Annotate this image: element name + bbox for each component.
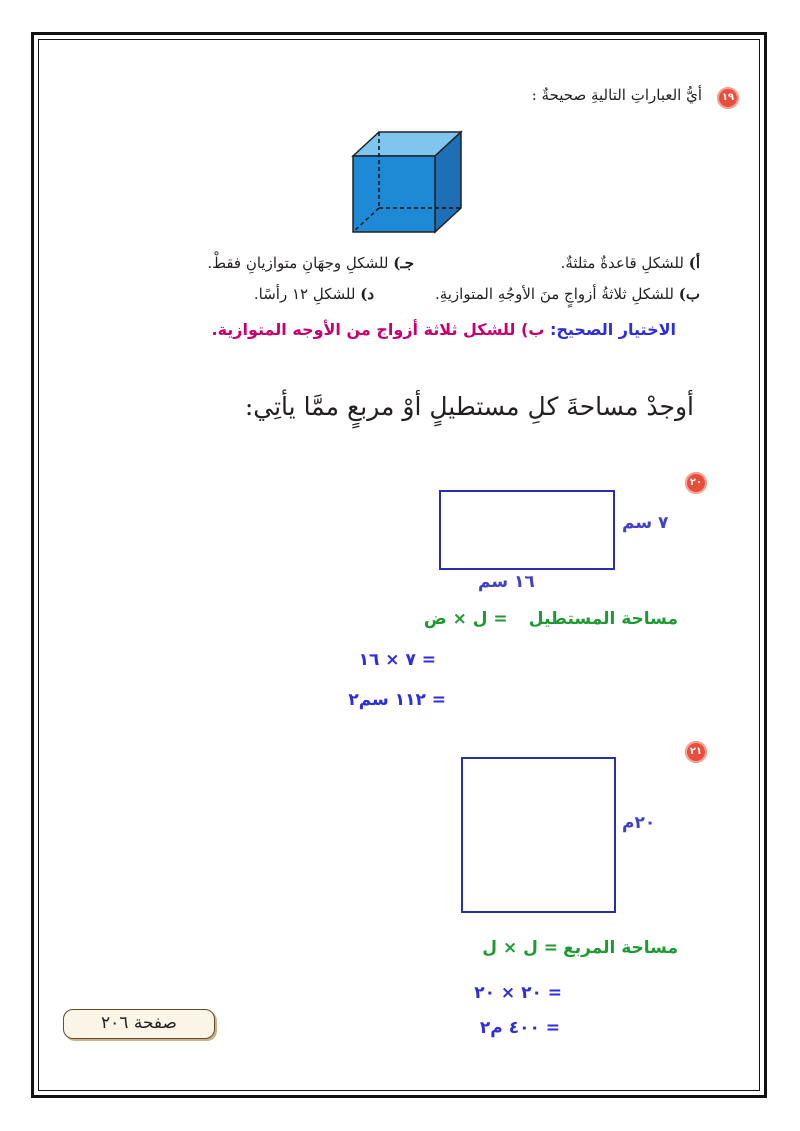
- option-a-letter: أ): [688, 254, 700, 272]
- option-b: [435, 285, 700, 303]
- answer-text: ب) للشكل ثلاثة أزواج من الأوجه المتوازية.: [211, 320, 545, 339]
- square-result: = ٤٠٠ م٢: [479, 1018, 560, 1038]
- option-c-text: للشكلِ وجهَانِ متوازيانِ فقطْ.: [207, 254, 389, 272]
- option-b-letter: ب): [678, 285, 700, 303]
- rectangle-figure: [439, 490, 615, 570]
- rectangle-formula-expression: = ل × ض: [423, 609, 508, 629]
- answer-label: الاختيار الصحيح:: [549, 320, 676, 339]
- page-number-badge: صفحة ٢٠٦: [63, 1009, 215, 1039]
- square-formula: [482, 938, 678, 958]
- rectangle-width-label: ١٦ سم: [478, 572, 535, 592]
- square-formula-expression: = ل × ل: [482, 938, 559, 958]
- rectangle-formula: [424, 609, 678, 629]
- option-d-text: للشكلِ ١٢ رأسًا.: [253, 285, 356, 303]
- option-d: [254, 285, 374, 303]
- option-d-letter: د): [360, 285, 374, 303]
- rectangle-formula-label: مساحة المستطيل: [528, 609, 678, 629]
- answer-line: [212, 320, 677, 339]
- option-b-text: للشكلِ ثلاثةُ أزواجٍ منَ الأوجُهِ المتوازيةِ.: [434, 285, 674, 303]
- option-a: [561, 254, 700, 272]
- square-side-label: ٢٠م: [622, 813, 656, 833]
- option-a-text: للشكلِ قاعدةٌ مثلثةٌ.: [560, 254, 684, 272]
- option-c: [207, 254, 414, 272]
- option-c-letter: جـ): [393, 254, 414, 272]
- question-20-badge: ٢٠: [685, 472, 707, 494]
- square-step: = ٢٠ × ٢٠: [474, 983, 562, 1003]
- cube-figure: [349, 128, 467, 236]
- question-19-prompt: أيُّ العباراتِ التاليةِ صحيحةٌ :: [531, 86, 702, 104]
- question-19-badge: ١٩: [717, 87, 739, 109]
- rectangle-step: = ٧ × ١٦: [358, 650, 436, 670]
- section-heading: أوجدْ مساحةَ كلِ مستطيلٍ أوْ مربعٍ ممَّا يأتِي:: [244, 392, 694, 421]
- question-21-badge: ٢١: [685, 741, 707, 763]
- square-figure: [461, 757, 616, 913]
- rectangle-height-label: ٧ سم: [622, 513, 669, 533]
- rectangle-result: = ١١٢ سم٢: [348, 690, 446, 710]
- square-formula-label: مساحة المربع: [563, 938, 678, 958]
